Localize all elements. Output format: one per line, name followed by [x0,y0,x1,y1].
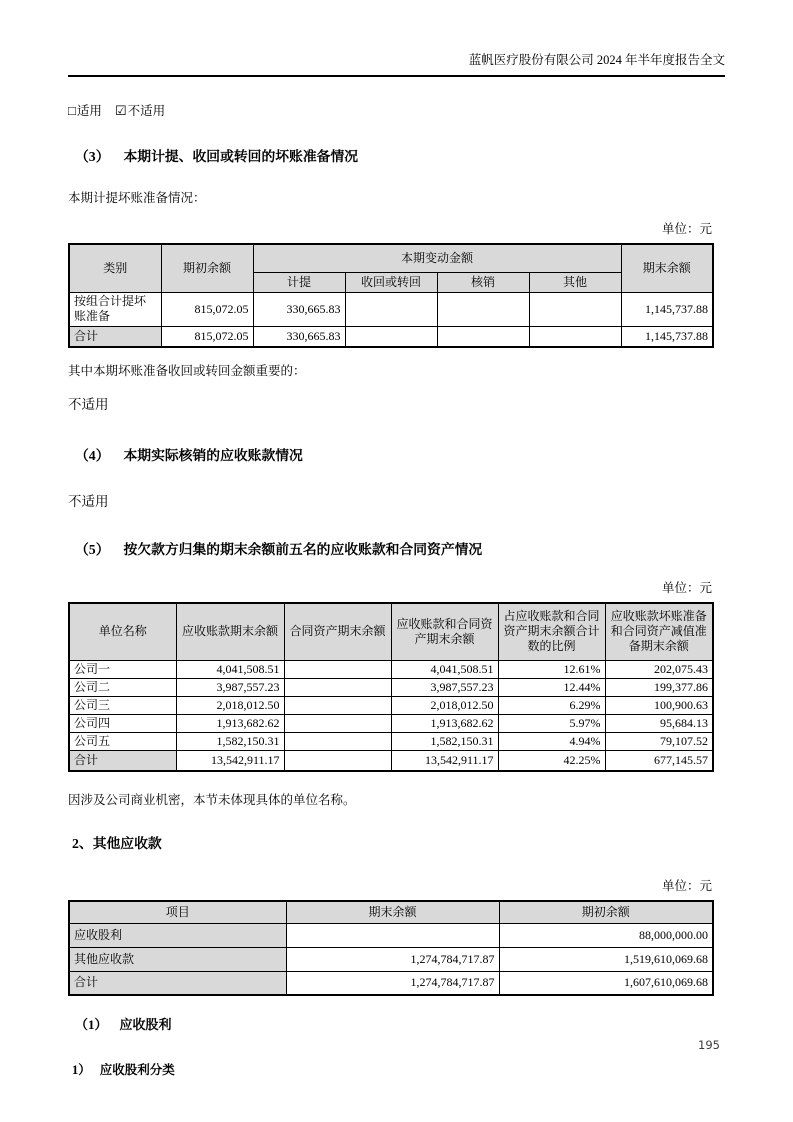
cell-contract [284,696,391,714]
column-header-ar-closing: 应收账款期末余额 [176,603,284,660]
page-number: 195 [698,1038,720,1052]
cell-ratio: 4.94% [498,732,605,750]
cell-item: 应收股利 [69,923,286,947]
not-applicable-label: 不适用 [127,104,166,118]
cell-provision: 202,075.43 [605,660,713,678]
document-header [68,50,725,77]
cell-opening: 1,607,610,069.68 [499,971,713,995]
table-row [69,947,713,971]
cell-ratio: 5.97% [498,714,605,732]
column-header-item: 项目 [69,901,286,923]
cell-closing: 1,145,737.88 [621,292,713,326]
cell-contract [284,732,391,750]
unit-label: 单位：元 [661,222,712,236]
subsection-1-number: （1） [75,1017,108,1032]
cell-combined: 2,018,012.50 [391,696,498,714]
cell-ar: 3,987,557.23 [176,678,284,696]
subsection-1-1-number: 1） [72,1063,91,1077]
table-row [69,292,713,326]
cell-provision: 330,665.83 [253,326,345,347]
table-row [69,714,713,732]
cell-contract [284,678,391,696]
section-3-intro: 本期计提坏账准备情况： [68,191,206,205]
cell-contract [284,714,391,732]
column-header-other: 其他 [529,272,621,292]
table-row [69,696,713,714]
cell-contract [284,750,391,771]
cell-opening: 815,072.05 [161,292,253,326]
cell-provision: 330,665.83 [253,292,345,326]
cell-opening: 88,000,000.00 [499,923,713,947]
cell-combined: 13,542,911.17 [391,750,498,771]
table-total-row [69,326,713,347]
cell-combined: 4,041,508.51 [391,660,498,678]
cell-other [529,292,621,326]
table-row [69,923,713,947]
cell-ar: 1,582,150.31 [176,732,284,750]
cell-closing: 1,274,784,717.87 [286,947,499,971]
bad-debt-provision-table [68,243,714,348]
column-header-category: 类别 [69,244,161,292]
cell-category: 按组合计提坏账准备 [69,292,161,326]
cell-ar: 4,041,508.51 [176,660,284,678]
subsection-1-1-title: 应收股利分类 [99,1063,175,1077]
section-5-note: 因涉及公司商业机密，本节未体现具体的单位名称。 [68,793,356,807]
table-row [69,678,713,696]
other-receivables-table [68,900,714,996]
column-header-opening: 期初余额 [161,244,253,292]
section-3-title: 本期计提、收回或转回的坏账准备情况 [123,149,359,164]
checkbox-checked-icon: ☑ [115,103,127,118]
cell-name: 公司五 [69,732,176,750]
cell-combined: 1,913,682.62 [391,714,498,732]
table-header-row [69,603,713,660]
cell-name: 公司三 [69,696,176,714]
cell-ar: 13,542,911.17 [176,750,284,771]
table-total-row [69,971,713,995]
cell-provision: 79,107.52 [605,732,713,750]
column-header-closing: 期末余额 [621,244,713,292]
table-row [69,660,713,678]
applicable-option [68,104,102,118]
cell-item: 合计 [69,971,286,995]
cell-writeoff [437,326,529,347]
cell-combined: 3,987,557.23 [391,678,498,696]
cell-ar: 1,913,682.62 [176,714,284,732]
cell-closing [286,923,499,947]
cell-ratio: 12.44% [498,678,605,696]
column-header-closing: 期末余额 [286,901,499,923]
applicable-label: 适用 [76,104,102,118]
cell-recover [345,292,437,326]
section-3-heading [68,145,725,165]
cell-closing: 1,274,784,717.87 [286,971,499,995]
cell-provision: 100,900.63 [605,696,713,714]
cell-opening: 815,072.05 [161,326,253,347]
cell-opening: 1,519,610,069.68 [499,947,713,971]
cell-item: 其他应收款 [69,947,286,971]
section-3-note: 其中本期坏账准备收回或转回金额重要的： [68,364,306,378]
column-header-provision: 应收账款坏账准备和合同资产减值准备期末余额 [605,603,713,660]
cell-name: 公司二 [69,678,176,696]
column-header-contract-closing: 合同资产期末余额 [284,603,391,660]
cell-ratio: 6.29% [498,696,605,714]
checkbox-unchecked-icon: □ [68,103,76,118]
cell-provision: 677,145.57 [605,750,713,771]
table-row [69,732,713,750]
cell-category: 合计 [69,326,161,347]
table-total-row [69,750,713,771]
section-5-title: 按欠款方归集的期末余额前五名的应收账款和合同资产情况 [123,542,483,557]
column-header-change-group: 本期变动金额 [253,244,621,272]
unit-label: 单位：元 [661,879,712,893]
cell-contract [284,660,391,678]
subsection-1-heading [68,1014,725,1033]
not-applicable-option [115,104,165,118]
applicability-line [68,101,725,119]
table-header-row [69,901,713,923]
column-header-name: 单位名称 [69,603,176,660]
cell-writeoff [437,292,529,326]
cell-name: 公司一 [69,660,176,678]
section-4-number: （4） [75,448,110,463]
section-3-note-value: 不适用 [68,397,109,412]
unit-label: 单位：元 [661,581,712,595]
column-header-writeoff: 核销 [437,272,529,292]
cell-recover [345,326,437,347]
section-5-number: （5） [75,542,110,557]
section-4-heading [68,444,725,464]
column-header-ratio: 占应收账款和合同资产期末余额合计数的比例 [498,603,605,660]
document-title: 蓝帆医疗股份有限公司 2024 年半年度报告全文 [468,53,725,67]
cell-provision: 199,377.86 [605,678,713,696]
column-header-combined: 应收账款和合同资产期末余额 [391,603,498,660]
cell-other [529,326,621,347]
section-5-heading [68,538,725,558]
subsection-1-1-heading [68,1060,725,1078]
section-3-number: （3） [75,149,110,164]
section-4-title: 本期实际核销的应收账款情况 [123,448,303,463]
cell-ratio: 12.61% [498,660,605,678]
cell-ar: 2,018,012.50 [176,696,284,714]
subsection-1-title: 应收股利 [119,1017,172,1032]
column-header-recover: 收回或转回 [345,272,437,292]
cell-provision: 95,684.13 [605,714,713,732]
cell-combined: 1,582,150.31 [391,732,498,750]
cell-closing: 1,145,737.88 [621,326,713,347]
column-header-opening: 期初余额 [499,901,713,923]
column-header-provision: 计提 [253,272,345,292]
top5-receivables-table [68,602,714,772]
cell-ratio: 42.25% [498,750,605,771]
section-other-receivables-heading: 2、其他应收款 [72,836,162,851]
cell-name: 公司四 [69,714,176,732]
cell-name: 合计 [69,750,176,771]
table-header-row [69,244,713,272]
section-4-value: 不适用 [68,494,109,509]
